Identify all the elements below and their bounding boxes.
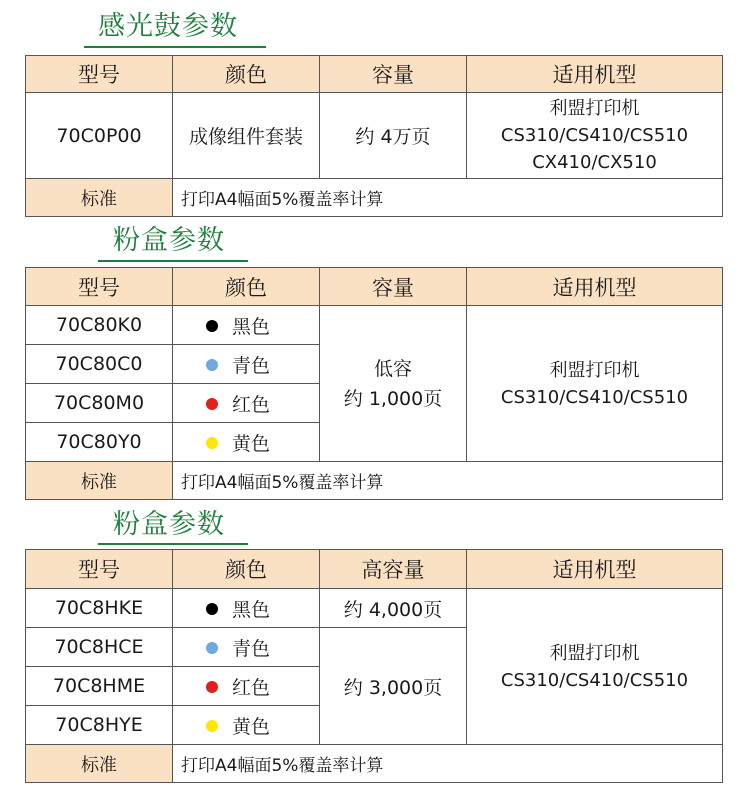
- printer-brand: 利盟打印机: [549, 642, 640, 664]
- header-model: 型号: [26, 56, 173, 93]
- header-model: 型号: [26, 550, 173, 589]
- capacity-cell: 约 4,000页: [320, 589, 467, 628]
- standard-row: [26, 179, 723, 217]
- color-cell: [173, 306, 320, 345]
- red-dot-icon: [206, 398, 218, 410]
- standard-label: 标准: [26, 179, 173, 217]
- color-cell: [173, 384, 320, 423]
- printer-models: CS310/CS410/CS510: [500, 669, 689, 691]
- color-cell: [173, 667, 320, 706]
- color-label: 黑色: [232, 598, 271, 621]
- compatible-cell: [467, 589, 723, 745]
- header-color: 颜色: [173, 56, 320, 93]
- capacity-cell: [320, 306, 467, 462]
- drum-title-underline: [84, 46, 266, 48]
- standard-text: 打印A4幅面5%覆盖率计算: [173, 462, 723, 500]
- model-cell: 70C80C0: [26, 345, 173, 384]
- color-label: 红色: [232, 676, 271, 699]
- cyan-dot-icon: [206, 359, 218, 371]
- color-label: 黄色: [232, 432, 271, 455]
- compatible-cell: [467, 93, 723, 179]
- header-model: 型号: [26, 268, 173, 306]
- standard-text: 打印A4幅面5%覆盖率计算: [173, 745, 723, 783]
- yellow-dot-icon: [206, 720, 218, 732]
- color-label: 青色: [232, 637, 271, 660]
- standard-row: [26, 462, 723, 500]
- standard-row: [26, 745, 723, 783]
- header-color: 颜色: [173, 550, 320, 589]
- capacity-line: 低容: [373, 357, 412, 380]
- capacity-line: 约 1,000页: [343, 387, 443, 410]
- compatible-cell: [467, 306, 723, 462]
- model-cell: 70C8HME: [26, 667, 173, 706]
- model-cell: 70C8HKE: [26, 589, 173, 628]
- color-cell: 成像组件套装: [173, 93, 320, 179]
- header-capacity: 高容量: [320, 550, 467, 589]
- table-header-row: [26, 268, 723, 306]
- capacity-cell: 约 4万页: [320, 93, 467, 179]
- toner-high-title-underline: [98, 543, 248, 545]
- header-capacity: 容量: [320, 268, 467, 306]
- header-color: 颜色: [173, 268, 320, 306]
- color-cell: [173, 423, 320, 462]
- header-compatible: 适用机型: [467, 268, 723, 306]
- toner-title-underline: [98, 260, 248, 262]
- model-cell: 70C80K0: [26, 306, 173, 345]
- toner-section-title: 粉盒参数: [113, 225, 225, 256]
- toner-high-spec-table: [25, 549, 723, 783]
- color-cell: [173, 345, 320, 384]
- color-label: 黄色: [232, 715, 271, 738]
- model-cell: 70C0P00: [26, 93, 173, 179]
- header-capacity: 容量: [320, 56, 467, 93]
- printer-brand: 利盟打印机: [549, 98, 640, 119]
- printer-models: CS310/CS410/CS510: [500, 125, 689, 146]
- toner-high-section-title: 粉盒参数: [113, 509, 225, 540]
- toner-std-spec-table: [25, 267, 723, 500]
- yellow-dot-icon: [206, 437, 218, 449]
- color-cell: [173, 589, 320, 628]
- color-label: 青色: [232, 354, 271, 377]
- header-compatible: 适用机型: [467, 56, 723, 93]
- color-cell: [173, 706, 320, 745]
- drum-spec-table: [25, 55, 723, 217]
- table-row: [26, 93, 723, 179]
- standard-label: 标准: [26, 462, 173, 500]
- printer-brand: 利盟打印机: [549, 359, 640, 381]
- color-label: 红色: [232, 393, 271, 416]
- printer-models: CS310/CS410/CS510: [500, 386, 689, 408]
- standard-text: 打印A4幅面5%覆盖率计算: [173, 179, 723, 217]
- capacity-cell: 约 3,000页: [320, 628, 467, 745]
- cyan-dot-icon: [206, 642, 218, 654]
- red-dot-icon: [206, 681, 218, 693]
- header-compatible: 适用机型: [467, 550, 723, 589]
- printer-models: CX410/CX510: [532, 152, 657, 173]
- color-cell: [173, 628, 320, 667]
- model-cell: 70C80M0: [26, 384, 173, 423]
- table-header-row: [26, 550, 723, 589]
- model-cell: 70C8HYE: [26, 706, 173, 745]
- model-cell: 70C8HCE: [26, 628, 173, 667]
- drum-section-title: 感光鼓参数: [98, 11, 238, 42]
- table-row: [26, 306, 723, 345]
- color-label: 黑色: [232, 315, 271, 338]
- model-cell: 70C80Y0: [26, 423, 173, 462]
- table-header-row: [26, 56, 723, 93]
- table-row: [26, 589, 723, 628]
- black-dot-icon: [206, 603, 218, 615]
- standard-label: 标准: [26, 745, 173, 783]
- black-dot-icon: [206, 320, 218, 332]
